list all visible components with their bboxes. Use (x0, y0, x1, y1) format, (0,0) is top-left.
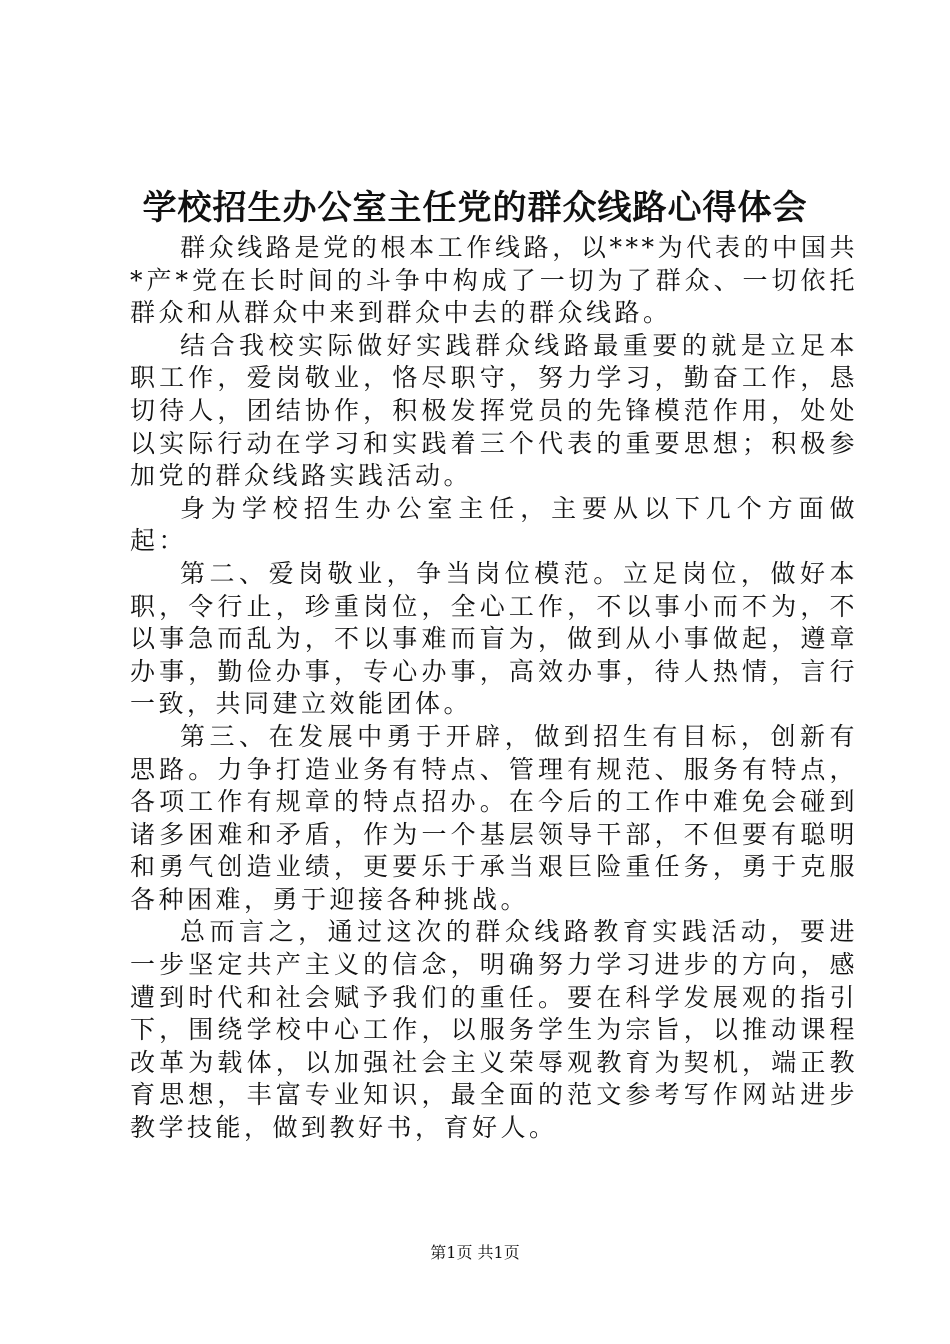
document-title: 学校招生办公室主任党的群众线路心得体会 (142, 188, 808, 228)
document-body (130, 232, 858, 1145)
paragraph-mass-line-intro: 群众线路是党的根本工作线路，以***为代表的中国共*产*党在长时间的斗争中构成了一切为了群众、一切依托群众和从群众中来到群众中去的群众线路。 (130, 233, 858, 328)
paragraph-role-aspects: 身为学校招生办公室主任，主要从以下几个方面做起： (130, 493, 858, 556)
page-number-footer: 第1页 共1页 (430, 1243, 520, 1262)
paragraph-point-two: 第二、爱岗敬业，争当岗位模范。立足岗位，做好本职，令行止，珍重岗位，全心工作，不以事小而不为，不以事急而乱为，不以事难而盲为，做到从小事做起，遵章办事，勤俭办事，专心办事，高效办事，待人热情，言行一致，共同建立效能团体。 (130, 558, 858, 719)
paragraph-school-practice: 结合我校实际做好实践群众线路最重要的就是立足本职工作，爱岗敬业，恪尽职守，努力学习，勤奋工作，恳切待人，团结协作，积极发挥党员的先锋模范作用，处处以实际行动在学习和实践着三个代表的重要思想；积极参加党的群众线路实践活动。 (130, 330, 858, 491)
paragraph-conclusion: 总而言之，通过这次的群众线路教育实践活动，要进一步坚定共产主义的信念，明确努力学习进步的方向，感遭到时代和社会赋予我们的重任。要在科学发展观的指引下，围绕学校中心工作，以服务学生为宗旨，以推动课程改革为载体，以加强社会主义荣辱观教育为契机，端正教育思想，丰富专业知识，最全面的范文参考写作网站进步教学技能，做到教好书，育好人。 (130, 917, 858, 1143)
paragraph-point-three: 第三、在发展中勇于开辟，做到招生有目标，创新有思路。力争打造业务有特点、管理有规范、服务有特点，各项工作有规章的特点招办。在今后的工作中难免会碰到诸多困难和矛盾，作为一个基层领导干部，不但要有聪明和勇气创造业绩，更要乐于承当艰巨险重任务，勇于克服各种困难，勇于迎接各种挑战。 (130, 721, 858, 914)
